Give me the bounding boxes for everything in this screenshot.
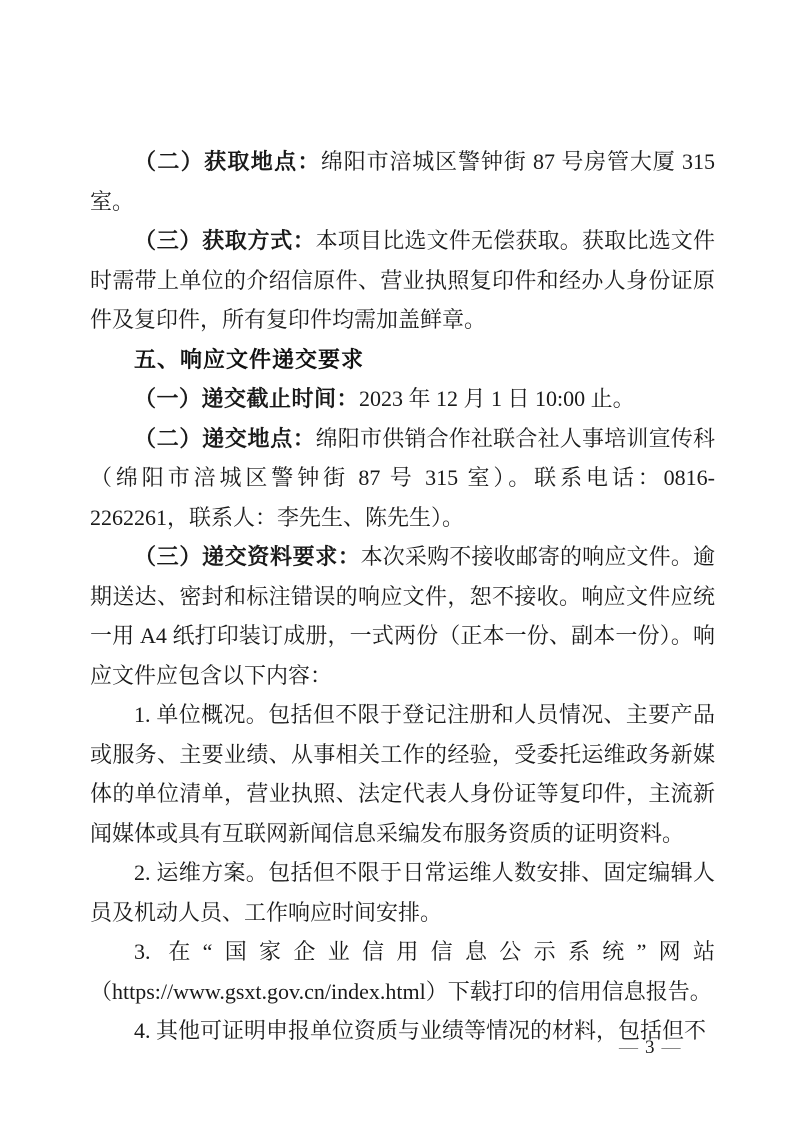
para-submit-material-requirements	[90, 537, 715, 695]
para-acquire-location-lead: （二）获取地点：	[134, 149, 321, 174]
page-footer	[612, 1034, 688, 1062]
list-item-4-other-materials: 4. 其他可证明申报单位资质与业绩等情况的材料，包括但不	[134, 1018, 707, 1043]
para-acquire-method	[90, 221, 715, 340]
para-submit-location-lead: （二）递交地点：	[134, 425, 316, 451]
para-acquire-location-text: 绵阳市涪城区警钟街 87 号房管大厦 315 室。	[90, 149, 715, 214]
section-heading-5: 五、响应文件递交要求	[134, 346, 365, 372]
footer-right-dash: —	[661, 1037, 681, 1058]
para-acquire-method-lead: （三）获取方式：	[134, 228, 316, 253]
para-submit-location	[90, 419, 715, 538]
page-number: 3	[645, 1037, 655, 1058]
para-submit-deadline	[90, 379, 715, 419]
footer-left-dash: —	[619, 1037, 638, 1058]
document-body	[90, 142, 715, 1051]
para-submit-material-requirements-text: 本次采购不接收邮寄的响应文件。逾期送达、密封和标注错误的响应文件，恕不接收。响应文件应统一用 A4 纸打印装订成册，一式两份（正本一份、副本一份）。响应文件应包含以下内容：	[90, 544, 715, 688]
para-submit-deadline-text: 2023 年 12 月 1 日 10:00 止。	[359, 386, 635, 411]
list-item-3-credit-report: 3. 在“国家企业信用信息公示系统”网站（https://www.gsxt.gov.cn/index.html）下载打印的信用信息报告。	[90, 939, 715, 1004]
para-submit-location-text: 绵阳市供销合作社联合社人事培训宣传科（绵阳市涪城区警钟街 87 号 315 室）。联系电话：0816-2262261，联系人：李先生、陈先生）。	[90, 425, 715, 530]
para-acquire-method-text: 本项目比选文件无偿获取。获取比选文件时需带上单位的介绍信原件、营业执照复印件和经办人身份证原件及复印件，所有复印件均需加盖鲜章。	[90, 228, 715, 332]
list-item-1-company-profile: 1. 单位概况。包括但不限于登记注册和人员情况、主要产品或服务、主要业绩、从事相关工作的经验，受委托运维政务新媒体的单位清单，营业执照、法定代表人身份证等复印件，主流新闻媒体或具有互联网新闻信息采编发布服务资质的证明资料。	[90, 702, 715, 846]
list-item-2-operation-plan: 2. 运维方案。包括但不限于日常运维人数安排、固定编辑人员及机动人员、工作响应时间安排。	[90, 860, 715, 925]
para-submit-deadline-lead: （一）递交截止时间：	[134, 386, 360, 411]
para-acquire-location	[90, 142, 715, 221]
para-submit-material-requirements-lead: （三）递交资料要求：	[134, 544, 361, 569]
